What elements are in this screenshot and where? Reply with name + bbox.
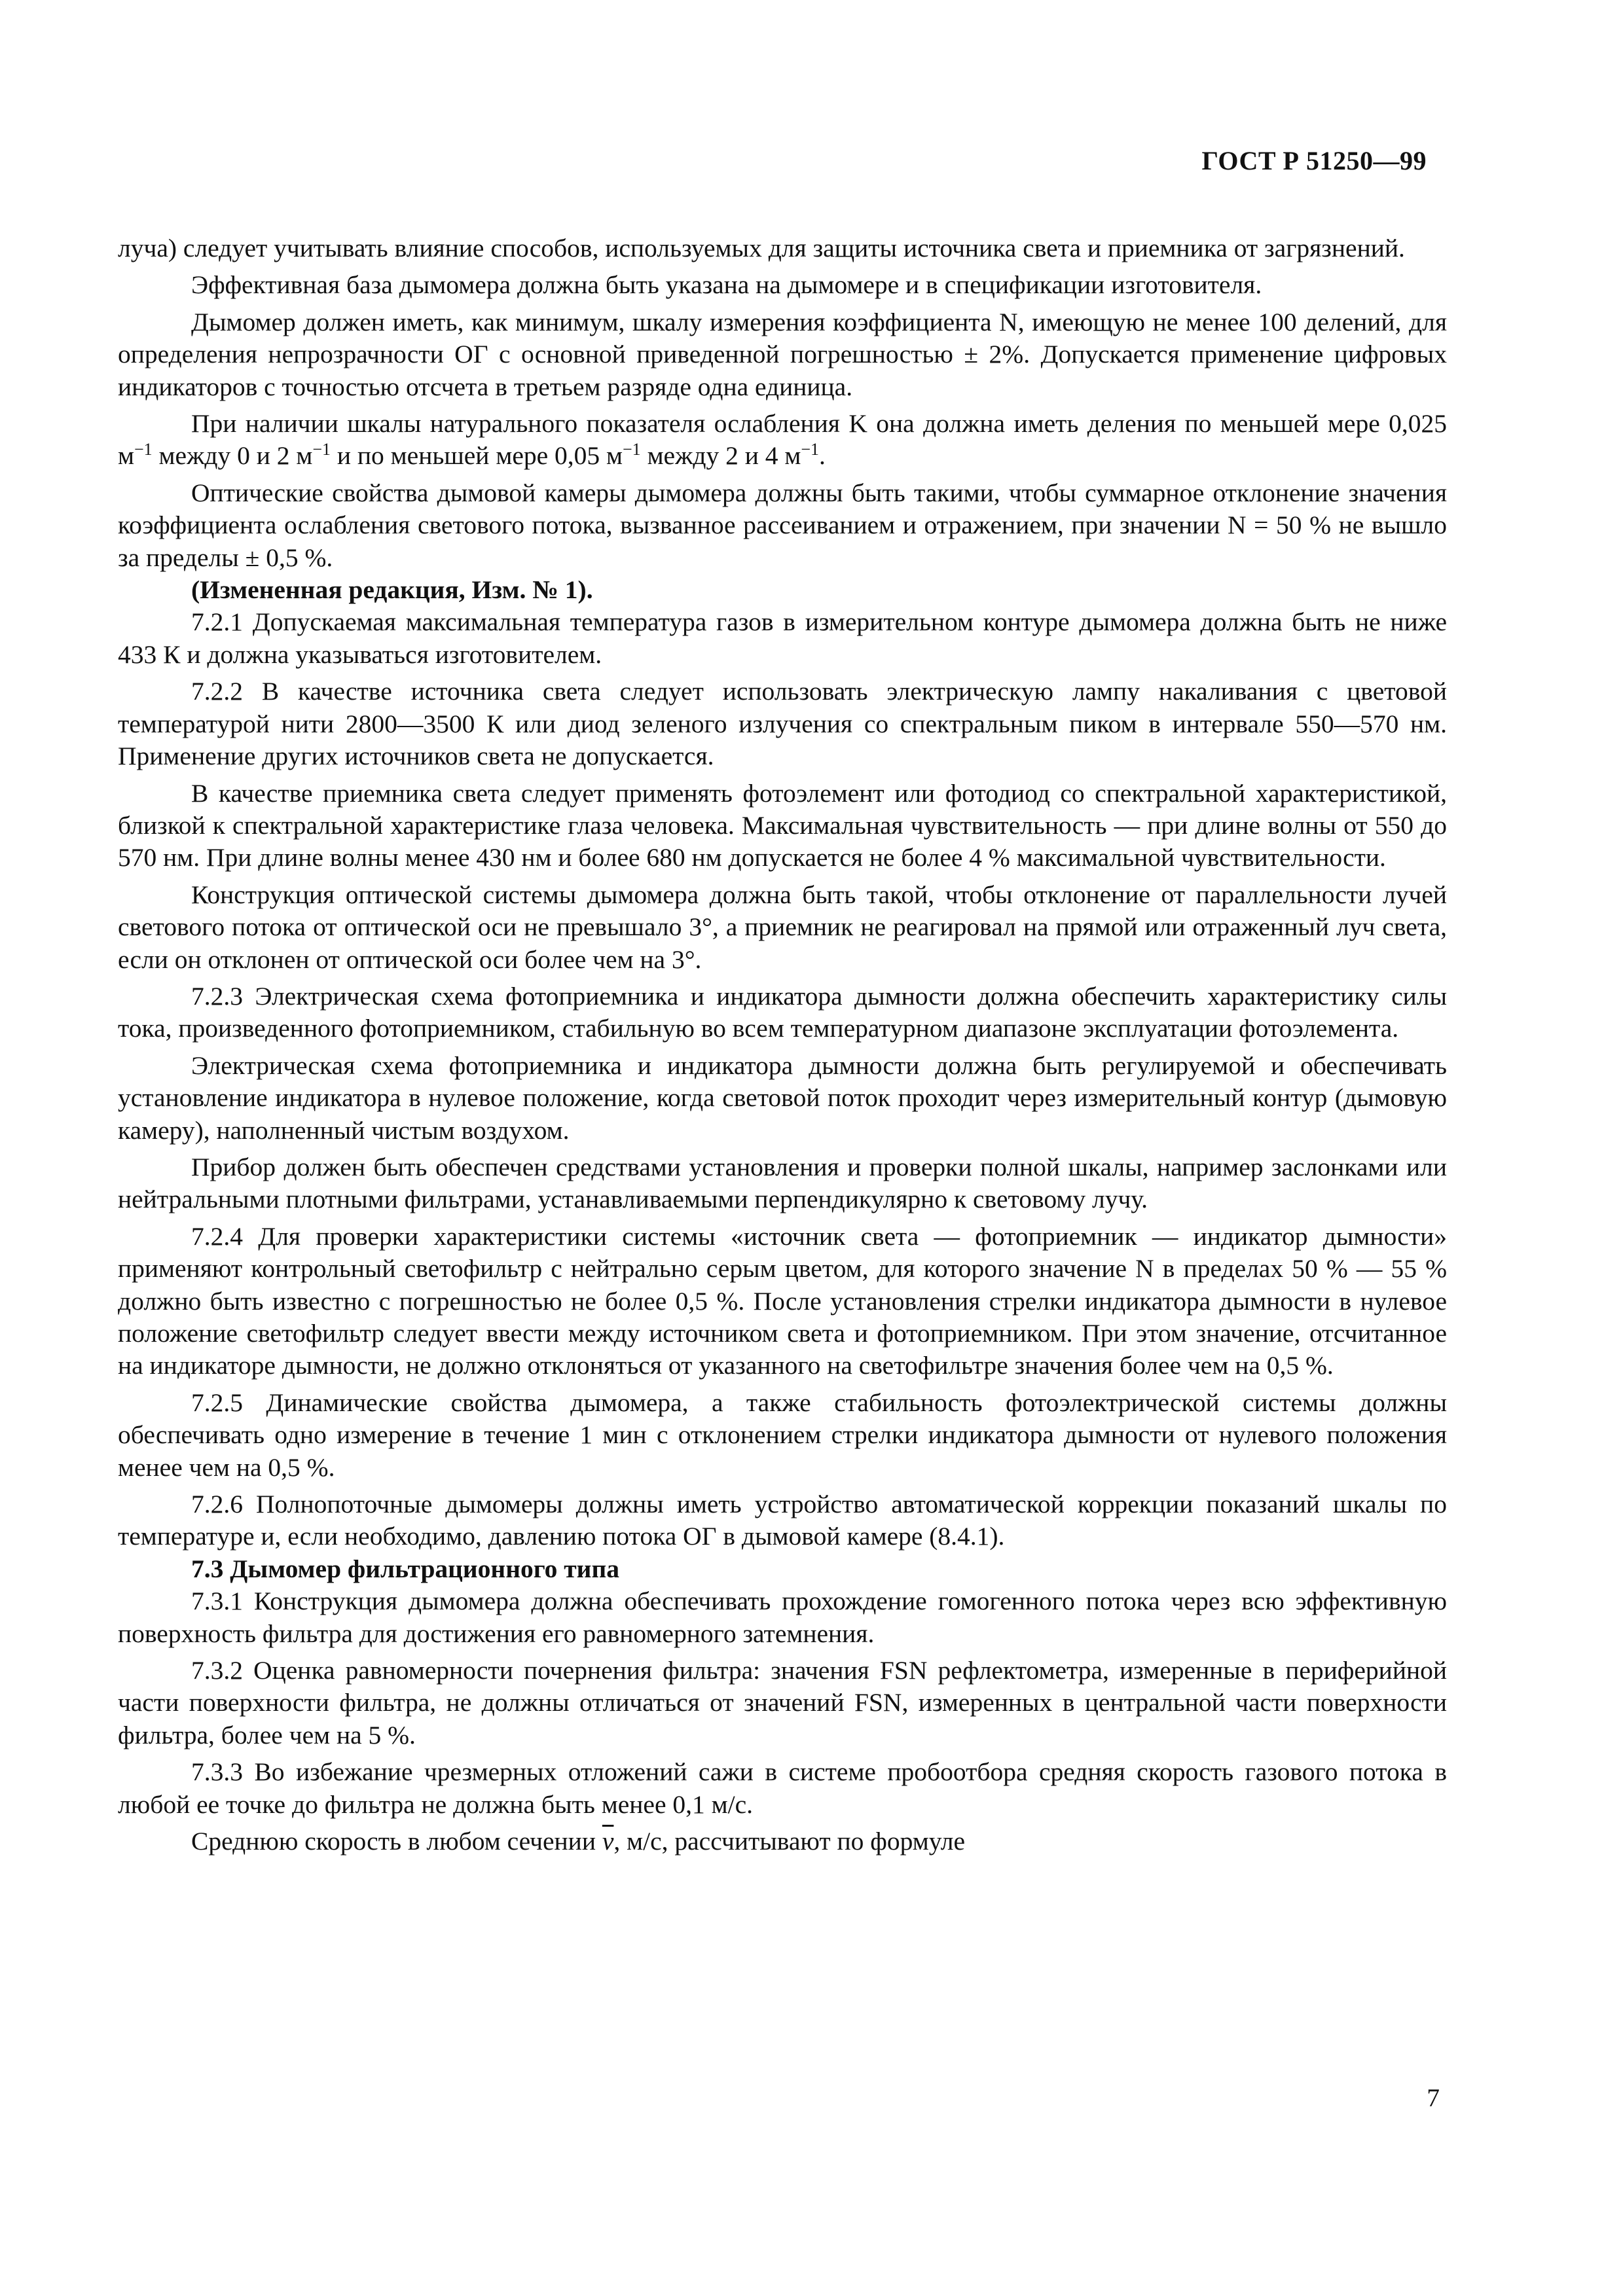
text-run: . (819, 441, 826, 471)
paragraph: луча) следует учитывать влияние способов, используемых для защиты источника света и приемника от загрязнений. (118, 234, 1405, 262)
superscript: −1 (312, 440, 331, 459)
text-run: между 2 и 4 м (640, 441, 801, 471)
paragraph: 7.2.5 Динамические свойства дымомера, а также стабильность фотоэлектрической системы должны обеспечивать одно измерение в течение 1 мин с отклонением стрелки индикатора дымности от нулевого положения менее чем на 0,5 %. (118, 1388, 1447, 1482)
paragraph: Конструкция оптической системы дымомера должна быть такой, чтобы отклонение от параллельности лучей светового потока от оптической оси не превышало 3°, а приемник не реагировал на прямой или отраженный луч света, если он отклонен от оптической оси более чем на 3°. (118, 880, 1447, 974)
text-run: между 0 и 2 м (152, 441, 313, 471)
superscript: −1 (134, 440, 153, 459)
paragraph: В качестве приемника света следует применять фотоэлемент или фотодиод со спектральной характеристикой, близкой к спектральной характеристике глаза человека. Максимальная чувствительность — при длине волны от 550 до 570 нм. При длине волны менее 430 нм и более 680 нм допускается не более 4 % максимальной чувствительности. (118, 778, 1447, 872)
text-run: Среднюю скорость в любом сечении (191, 1827, 602, 1856)
paragraph (118, 1825, 1447, 1857)
superscript: −1 (801, 440, 820, 459)
paragraph: 7.3.2 Оценка равномерности почернения фильтра: значения FSN рефлектометра, измеренные в периферийной части поверхности фильтра, не должны отличаться от значений FSN, измеренных в центральной части поверхности фильтра, более чем на 5 %. (118, 1656, 1447, 1749)
paragraph: 7.2.4 Для проверки характеристики системы «источник света — фотоприемник — индикатор дымности» применяют контрольный светофильтр с нейтрально серым цветом, для которого значение N в пределах 50 % — 55 % должно быть известно с погрешностью не более 0,5 %. После установления стрелки индикатора дымности в нулевое положение светофильтр следует ввести между источником света и фотоприемником. При этом значение, отсчитанное на индикаторе дымности, не должно отклоняться от указанного на светофильтре значения более чем на 0,5 %. (118, 1221, 1447, 1380)
paragraph: Оптические свойства дымовой камеры дымомера должны быть такими, чтобы суммарное отклонение значения коэффициента ослабления светового потока, вызванное рассеиванием и отражением, при значении N = 50 % не вышло за пределы ± 0,5 %. (118, 478, 1447, 572)
paragraph: 7.2.2 В качестве источника света следует использовать электрическую лампу накаливания с цветовой температурой нити 2800—3500 К или диод зеленого излучения со спектральным пиком в интервале 550—570 нм. Применение других источников света не допускается. (118, 677, 1447, 771)
velocity-symbol: $\overline{v}$ (602, 1827, 614, 1856)
paragraph: 7.2.3 Электрическая схема фотоприемника и индикатора дымности должна обеспечить характеристику силы тока, произведенного фотоприемником, стабильную во всем температурном диапазоне эксплуатации фотоэлемента. (118, 981, 1447, 1043)
paragraph (118, 408, 1447, 473)
paragraph: Электрическая схема фотоприемника и индикатора дымности должна быть регулируемой и обеспечивать установление индикатора в нулевое положение, когда световой поток проходит через измерительный контур (дымовую камеру), наполненный чистым воздухом. (118, 1050, 1447, 1145)
document-header: ГОСТ Р 51250—99 (1201, 146, 1427, 175)
paragraph: 7.3.3 Во избежание чрезмерных отложений сажи в системе пробоотбора средняя скорость газового потока в любой ее точке до фильтра не должна быть менее 0,1 м/с. (118, 1757, 1447, 1819)
document-body (118, 232, 1447, 1858)
paragraph: Эффективная база дымомера должна быть указана на дымомере и в спецификации изготовителя. (191, 270, 1262, 300)
superscript: −1 (623, 440, 641, 459)
paragraph: Прибор должен быть обеспечен средствами установления и проверки полной шкалы, например заслонками или нейтральными плотными фильтрами, устанавливаемыми перпендикулярно к световому лучу. (118, 1152, 1447, 1214)
text-run: и по меньшей мере 0,05 м (331, 441, 623, 471)
paragraph: 7.3.1 Конструкция дымомера должна обеспечивать прохождение гомогенного потока через всю эффективную поверхность фильтра для достижения его равномерного затемнения. (118, 1587, 1447, 1648)
page-number: 7 (1427, 2083, 1440, 2112)
text-run: , м/с, рассчитывают по формуле (613, 1827, 966, 1856)
amendment-note: (Измененная редакция, Изм. № 1). (191, 575, 593, 605)
paragraph: 7.2.6 Полнопоточные дымомеры должны иметь устройство автоматической коррекции показаний шкалы по температуре и, если необходимо, давлению потока ОГ в дымовой камере (8.4.1). (118, 1490, 1447, 1551)
section-heading: 7.3 Дымомер фильтрационного типа (191, 1554, 619, 1583)
text-run: При наличии шкалы натурального показателя ослабления K она должна иметь деления по меньшей мере 0,025 м (118, 409, 1447, 471)
paragraph: Дымомер должен иметь, как минимум, шкалу измерения коэффициента N, имеющую не менее 100 делений, для определения непрозрачности ОГ с основной приведенной погрешностью ± 2%. Допускается применение цифровых индикаторов с точностью отсчета в третьем разряде одна единица. (118, 307, 1447, 401)
paragraph: 7.2.1 Допускаемая максимальная температура газов в измерительном контуре дымомера должна быть не ниже 433 К и должна указываться изготовителем. (118, 607, 1447, 669)
